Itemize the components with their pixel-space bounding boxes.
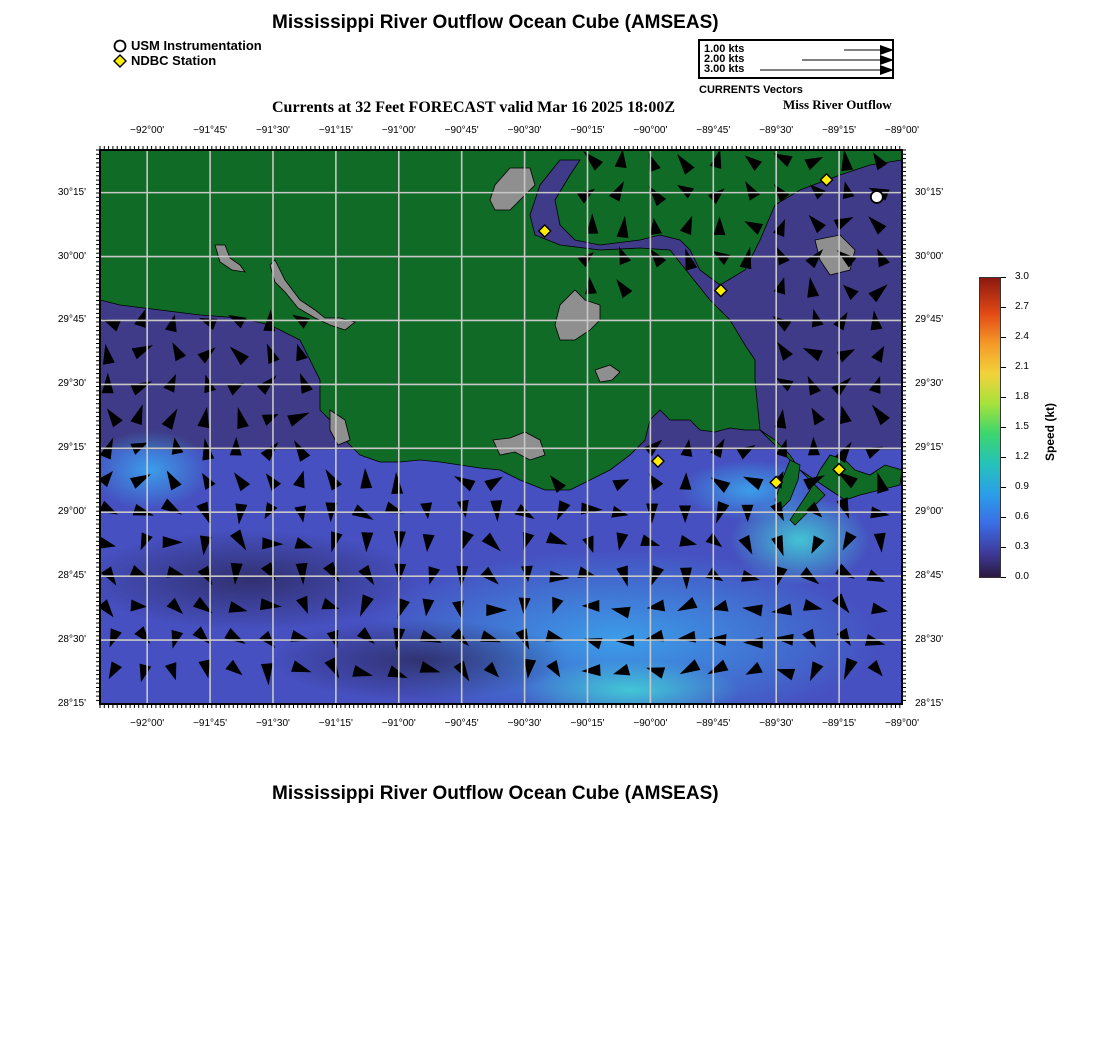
colorbar-label: Speed (kt) — [1043, 402, 1057, 461]
colorbar-tick-mark — [1001, 547, 1006, 548]
colorbar-tick-label: 0.6 — [1015, 511, 1029, 522]
usm-station-marker[interactable] — [871, 191, 883, 203]
map-subtitle: Currents at 32 Feet FORECAST valid Mar 16 2025 18:00Z — [272, 99, 676, 116]
lon-tick-label: −91°45' — [193, 718, 228, 729]
colorbar-tick-mark — [1001, 487, 1006, 488]
lon-tick-label: −89°00' — [885, 125, 919, 136]
lat-tick-label: 29°30' — [915, 378, 944, 390]
lon-tick-label: −91°45' — [193, 125, 228, 136]
legend-ndbc-label: NDBC Station — [131, 53, 217, 68]
lon-tick-label: −90°00' — [633, 718, 668, 729]
colorbar-tick-mark — [1001, 427, 1006, 428]
lat-tick-label: 29°45' — [57, 314, 86, 326]
colorbar-tick-label: 2.7 — [1015, 301, 1029, 312]
colorbar-tick-mark — [1001, 277, 1006, 278]
lat-tick-label: 30°15' — [915, 186, 944, 198]
lat-tick-label: 30°00' — [57, 250, 86, 262]
lat-tick-label: 29°15' — [915, 442, 944, 454]
lon-tick-label: −90°00' — [633, 125, 668, 136]
colorbar-tick-label: 1.2 — [1015, 451, 1029, 462]
lat-tick-label: 28°45' — [57, 570, 86, 582]
colorbar-tick-mark — [1001, 577, 1006, 578]
lon-tick-label: −90°45' — [444, 125, 479, 136]
lon-tick-label: −91°00' — [381, 718, 416, 729]
lon-tick-label: −89°45' — [696, 125, 731, 136]
region-label: Miss River Outflow — [783, 97, 892, 112]
lat-tick-label: 28°15' — [915, 698, 944, 709]
colorbar-tick-label: 0.0 — [1015, 571, 1029, 582]
colorbar-tick-label: 1.5 — [1015, 421, 1029, 432]
colorbar-tick-mark — [1001, 367, 1006, 368]
lon-tick-label: −90°30' — [507, 125, 542, 136]
colorbar-tick-mark — [1001, 307, 1006, 308]
lon-tick-label: −91°15' — [318, 125, 353, 136]
colorbar-tick-mark — [1001, 457, 1006, 458]
lat-tick-label: 30°15' — [57, 186, 86, 198]
lat-tick-label: 29°30' — [57, 378, 86, 390]
lon-tick-label: −90°45' — [444, 718, 479, 729]
lat-tick-label: 29°15' — [57, 442, 86, 454]
vector-key-entry-1: 1.00 kts — [704, 43, 745, 55]
lat-tick-label: 28°30' — [915, 634, 944, 646]
vector-key-entry-3: 3.00 kts — [704, 63, 745, 75]
lat-tick-label: 29°00' — [57, 506, 86, 518]
colorbar-tick-label: 3.0 — [1015, 271, 1029, 282]
lon-tick-label: −91°30' — [255, 125, 290, 136]
lat-tick-label: 28°15' — [57, 698, 86, 709]
lon-tick-label: −89°15' — [822, 718, 857, 729]
lon-tick-label: −89°30' — [759, 718, 794, 729]
lat-tick-label: 28°30' — [57, 634, 86, 646]
lon-tick-label: −90°15' — [570, 125, 605, 136]
vector-key-entry-2: 2.00 kts — [704, 53, 745, 65]
lon-tick-label: −90°30' — [507, 718, 542, 729]
page-title: Mississippi River Outflow Ocean Cube (AMSEAS) — [272, 12, 719, 33]
lon-tick-label: −90°15' — [570, 718, 605, 729]
lon-tick-label: −89°00' — [885, 718, 919, 729]
colorbar-tick-mark — [1001, 397, 1006, 398]
lon-tick-label: −91°00' — [381, 125, 416, 136]
lon-tick-label: −92°00' — [130, 718, 165, 729]
colorbar-tick-mark — [1001, 517, 1006, 518]
lon-tick-label: −91°30' — [255, 718, 290, 729]
page-title-bottom: Mississippi River Outflow Ocean Cube (AMSEAS) — [272, 783, 719, 804]
colorbar-tick-label: 2.4 — [1015, 331, 1029, 342]
lon-tick-label: −89°45' — [696, 718, 731, 729]
vector-key-caption: CURRENTS Vectors — [699, 84, 803, 96]
lat-tick-label: 30°00' — [915, 250, 944, 262]
lon-tick-label: −89°30' — [759, 125, 794, 136]
colorbar-tick-label: 0.3 — [1015, 541, 1029, 552]
colorbar — [979, 277, 1001, 578]
colorbar-tick-label: 1.8 — [1015, 391, 1029, 402]
lon-tick-label: −89°15' — [822, 125, 857, 136]
colorbar-tick-label: 0.9 — [1015, 481, 1029, 492]
lat-tick-label: 28°45' — [915, 570, 944, 582]
lat-tick-label: 29°45' — [915, 314, 944, 326]
colorbar-tick-label: 2.1 — [1015, 361, 1029, 372]
lat-tick-label: 29°00' — [915, 506, 944, 518]
lon-tick-label: −92°00' — [130, 125, 165, 136]
lon-tick-label: −91°15' — [318, 718, 353, 729]
colorbar-tick-mark — [1001, 337, 1006, 338]
legend-usm-label: USM Instrumentation — [131, 38, 262, 53]
